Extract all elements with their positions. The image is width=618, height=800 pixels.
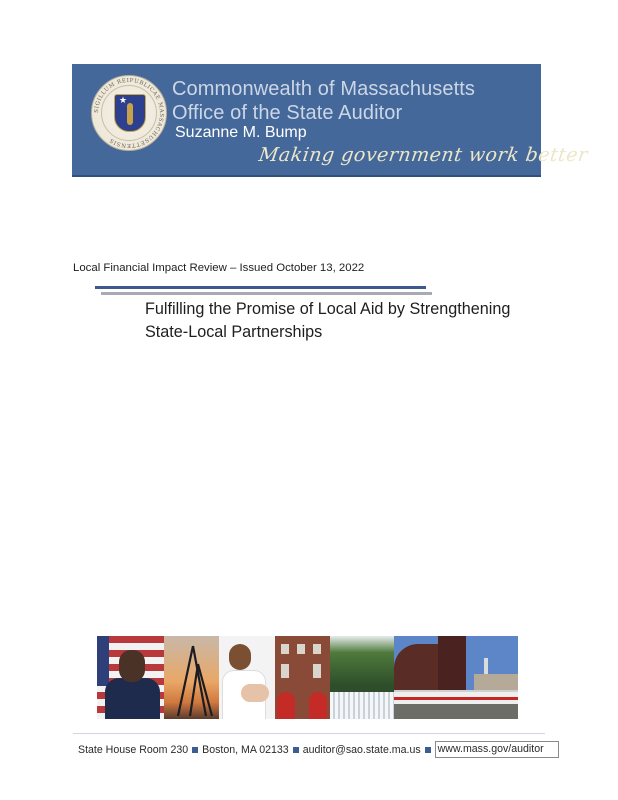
banner-tagline: Making government work better bbox=[257, 144, 590, 166]
footer-address: State House Room 230 bbox=[78, 743, 189, 756]
bullet-square-icon bbox=[425, 747, 431, 753]
shield-icon bbox=[114, 94, 146, 132]
divider-blue bbox=[95, 286, 426, 289]
footer-city: Boston, MA 02133 bbox=[202, 743, 289, 756]
photo-buildings-train bbox=[394, 636, 518, 719]
native-figure-icon bbox=[127, 103, 133, 125]
divider-gray bbox=[101, 292, 432, 295]
photo-waterfall bbox=[330, 636, 394, 719]
report-title-line-1: Fulfilling the Promise of Local Aid by Strengthening bbox=[145, 300, 511, 318]
svg-text:SIGILLUM REIPUBLICAE MASSACHUS: SIGILLUM REIPUBLICAE MASSACHUSETTENSIS bbox=[93, 77, 165, 149]
banner-commonwealth: Commonwealth of Massachusetts bbox=[172, 78, 476, 100]
photo-nurse-infant bbox=[219, 636, 275, 719]
banner-office: Office of the State Auditor bbox=[172, 102, 403, 124]
footer-contact bbox=[78, 741, 559, 758]
report-subtitle: Local Financial Impact Review – Issued October 13, 2022 bbox=[73, 262, 365, 274]
bullet-square-icon bbox=[192, 747, 198, 753]
massachusetts-seal-icon bbox=[91, 75, 167, 151]
header-banner bbox=[72, 64, 590, 177]
star-icon: ★ bbox=[119, 96, 128, 106]
photo-zakim-bridge bbox=[164, 636, 219, 719]
banner-auditor-name: Suzanne M. Bump bbox=[175, 124, 307, 141]
report-title bbox=[145, 298, 545, 344]
footer-email-link[interactable]: auditor@sao.state.ma.us bbox=[302, 743, 421, 756]
bullet-square-icon bbox=[293, 747, 299, 753]
footer-website-link[interactable]: www.mass.gov/auditor bbox=[435, 741, 559, 758]
photo-police-officer bbox=[97, 636, 164, 719]
report-title-line-2: State-Local Partnerships bbox=[145, 323, 323, 341]
photo-strip bbox=[97, 636, 518, 719]
photo-fire-station bbox=[275, 636, 330, 719]
footer-divider bbox=[73, 733, 545, 734]
